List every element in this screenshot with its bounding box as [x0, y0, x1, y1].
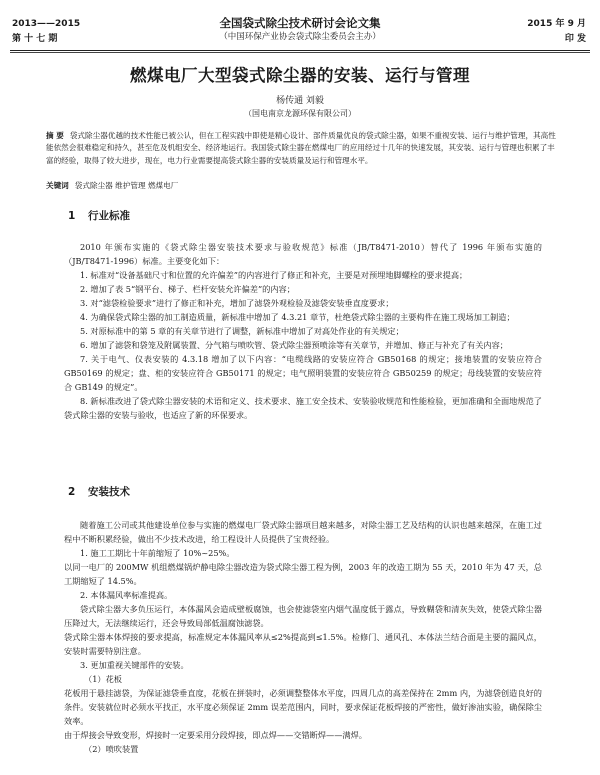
section-1-item: 4. 为确保袋式除尘器的加工制造质量，新标准中增加了 4.3.21 章节，杜绝袋式除尘器的主要构件在施工现场加工制造； — [80, 312, 515, 322]
section-1-item: 2. 增加了表 5“钢平台、梯子、栏杆安装允许偏差”的内容； — [80, 284, 295, 294]
abstract-text: 袋式除尘器优越的技术性能已被公认，但在工程实践中即使是精心设计、部件质量优良的袋式除尘器，如果不重视安装、运行与维护管理，其高性能依然会很难稳定和持久，甚至危及机组安全、经济地运行。我国袋式除尘器在燃煤电厂的应用经过十几年的快速发展，其安装、运行与管理也积累了丰富的经验，取得了较大进步，现在，电力行业需要提高袋式除尘器的安装质量及运行和管理水平。 — [46, 131, 556, 165]
header-right — [527, 17, 586, 47]
section-1-number: 1 — [68, 210, 76, 222]
header-proceedings-title: 全国袋式除尘技术研讨会论文集 — [219, 16, 381, 30]
article-authors: 杨传通 刘毅 — [276, 96, 324, 106]
keywords-text: 袋式除尘器 维护管理 燃煤电厂 — [74, 181, 179, 190]
section-1-item: 1. 标准对“设备基础尺寸和位置的允许偏差”的内容进行了修正和补充，主要是对预埋地脚螺栓的要求提高； — [80, 270, 468, 280]
header-center — [150, 16, 450, 44]
section-2-item: 3. 更加重视关键部件的安装。 — [80, 660, 189, 670]
section-1-body — [64, 240, 542, 422]
section-1-title: 行业标准 — [88, 210, 130, 222]
section-2-item: 1. 施工工期比十年前缩短了 10%~25%。 — [80, 548, 235, 558]
section-1-item: 8. 新标准改进了袋式除尘器安装的术语和定义、技术要求、施工安全技术、安装验收规范和性能检验，更加准确和全面地规范了袋式除尘器的安装与验收，也适应了新的环保要求。 — [64, 396, 542, 420]
section-2-number: 2 — [68, 486, 76, 498]
section-1-item: 6. 增加了滤袋和袋笼及附属装置、分气箱与喷吹管、袋式除尘器预喷涂等有关章节，并增加、修正与补充了有关内容； — [80, 340, 508, 350]
keywords — [46, 180, 556, 191]
abstract — [46, 130, 556, 167]
article-affiliation: （国电南京龙源环保有限公司） — [244, 109, 356, 118]
running-header — [0, 14, 600, 54]
header-issue: 第 十 七 期 — [12, 34, 58, 44]
header-date: 2015 年 9 月 — [527, 19, 586, 29]
section-2-item: 2. 本体漏风率标准提高。 — [80, 590, 173, 600]
section-2-paragraph: 袋式除尘器大多负压运行，本体漏风会造成壁板腐蚀，也会使滤袋室内烟气温度低于露点，导致糊袋和清灰失效，使袋式除尘器压降过大，无法继续运行，还会导致局部低温腐蚀滤袋。 — [64, 604, 542, 628]
section-2-title: 安装技术 — [88, 486, 130, 498]
section-2-paragraph: 袋式除尘器本体焊接的要求提高，标准规定本体漏风率从≤2%提高到≤1.5%。检修门、通风孔、本体法兰结合面是主要的漏风点，安装时需要特别注意。 — [64, 632, 542, 656]
section-2-subitem: （2）喷吹装置 — [84, 744, 139, 754]
header-rule — [10, 50, 590, 51]
section-2-paragraph: 花板用于悬挂滤袋，为保证滤袋垂直度，花板在拼装时，必须调整整体水平度，四周几点的高差保持在 2mm 内，为滤袋创造良好的条件。安装就位时必须水平找正，水平度必须保证 2mm 误差范围内，同时，要求保证花板焊接的严密性，做好渗油实验，确保除尘效率。 — [64, 688, 542, 726]
section-2-heading — [68, 484, 130, 499]
section-1-item: 5. 对原标准中的第 5 章的有关章节进行了调整，新标准中增加了对高处作业的有关规定； — [80, 326, 404, 336]
section-2-subitem: （1）花板 — [84, 674, 122, 684]
section-1-heading — [68, 208, 130, 223]
header-print-mark: 印 发 — [564, 34, 586, 44]
article-title: 燃煤电厂大型袋式除尘器的安装、运行与管理 — [130, 66, 470, 85]
section-2-paragraph: 由于焊接会导致变形，焊接时一定要采用分段焊接，即点焊——交错断焊——满焊。 — [64, 730, 367, 740]
header-left — [12, 17, 80, 47]
abstract-label: 摘 要 — [46, 131, 64, 140]
header-rule-thin — [10, 52, 590, 53]
section-2-paragraph: 随着施工公司或其他建设单位参与实施的燃煤电厂袋式除尘器项目越来越多，对除尘器工艺及结构的认识也越来越深，在施工过程中不断积累经验，做出不少技术改进，给工程设计人员提供了宝贵经验。 — [64, 520, 542, 544]
header-year-range: 2013——2015 — [12, 19, 81, 29]
section-2-body — [64, 518, 542, 756]
section-1-item: 3. 对“滤袋检验要求”进行了修正和补充，增加了滤袋外观检验及滤袋安装垂直度要求； — [80, 298, 394, 308]
header-organizer: （中国环保产业协会袋式除尘委员会主办） — [219, 32, 381, 42]
section-1-paragraph: 2010 年颁布实施的《袋式除尘器安装技术要求与验收规范》标准（JB/T8471-2010）替代了 1996 年颁布实施的（JB/T8471-1996）标准。主要变化如下： — [64, 242, 542, 266]
section-1-item: 7. 关于电气、仪表安装的 4.3.18 增加了以下内容：“电缆线路的安装应符合 GB50168 的规定；接地装置的安装应符合 GB50169 的规定；盘、柜的安装应符合 GB50171 的规定；电气照明装置的安装应符合 GB50259 的规定；母线装置的安装应符合 GB149 的规定”。 — [64, 354, 542, 392]
keywords-label: 关键词 — [46, 181, 69, 190]
section-2-paragraph: 以同一电厂的 200MW 机组燃煤锅炉静电除尘器改造为袋式除尘器工程为例，2003 年的改造工期为 55 天，2010 年为 47 天，总工期缩短了 14.5%。 — [64, 562, 542, 586]
